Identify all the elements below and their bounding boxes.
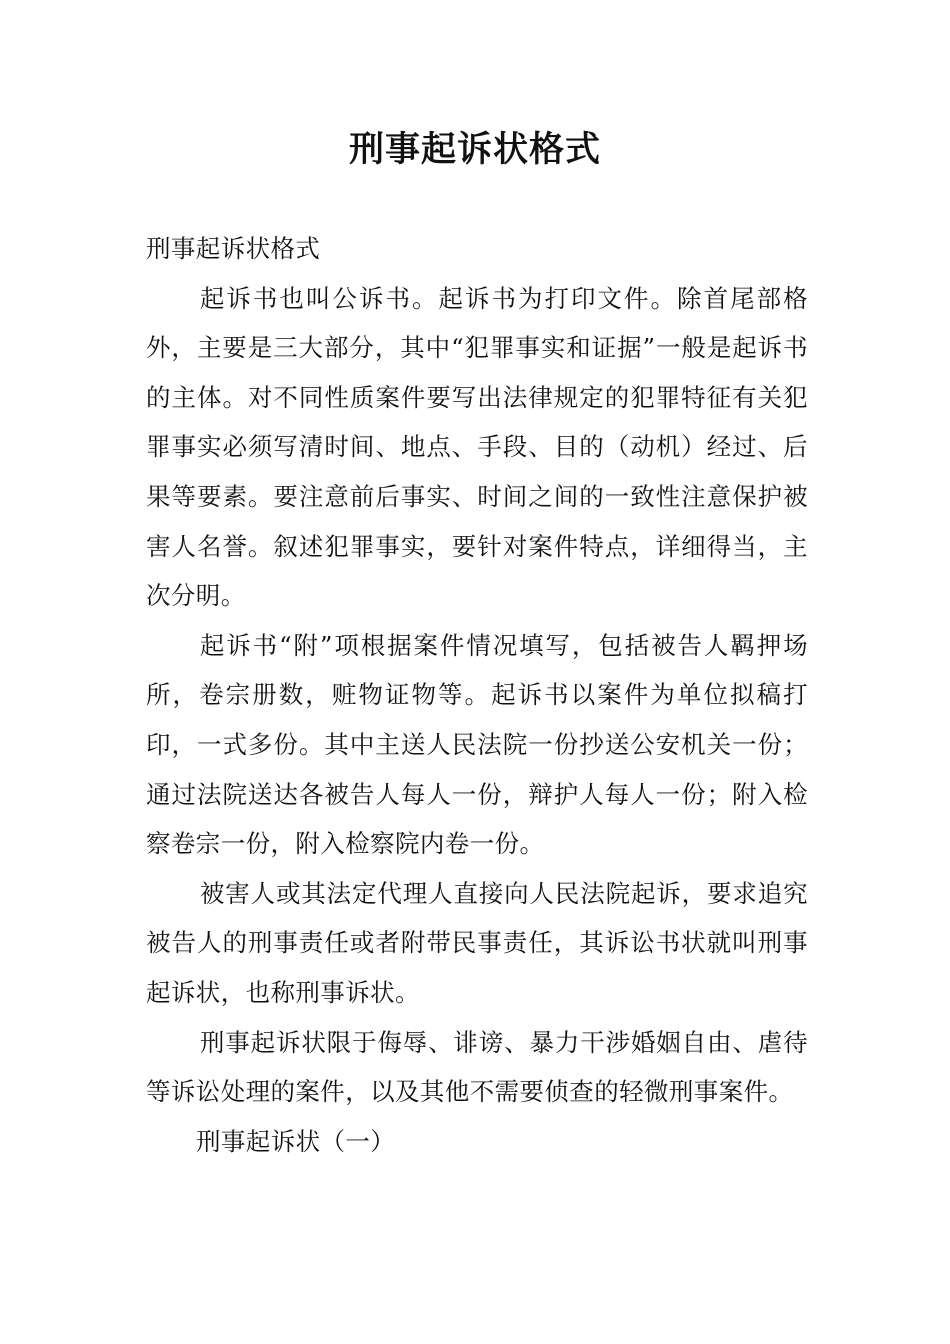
paragraph-1: 起诉书也叫公诉书。起诉书为打印文件。除首尾部格外，主要是三大部分，其中“犯罪事实和证据”一般是起诉书的主体。对不同性质案件要写出法律规定的犯罪特征有关犯罪事实必须写清时间、地点、手段、目的（动机）经过、后果等要素。要注意前后事实、时间之间的一致性注意保护被害人名誉。叙述犯罪事实，要针对案件特点，详细得当，主次分明。 <box>146 283 808 611</box>
document-title: 刑事起诉状格式 <box>348 130 601 170</box>
document-body <box>146 224 808 1166</box>
paragraph-4: 刑事起诉状限于侮辱、诽谤、暴力干涉婚姻自由、虐待等诉讼处理的案件，以及其他不需要侦查的轻微刑事案件。 <box>146 1027 808 1107</box>
lead-line: 刑事起诉状格式 <box>146 234 321 263</box>
paragraph-2: 起诉书“附”项根据案件情况填写，包括被告人羁押场所，卷宗册数，赃物证物等。起诉书以案件为单位拟稿打印，一式多份。其中主送人民法院一份抄送公安机关一份；通过法院送达各被告人每人一份，辩护人每人一份；附入检察卷宗一份，附入检察院内卷一份。 <box>146 630 808 859</box>
section-heading: 刑事起诉状（一） <box>196 1126 396 1156</box>
paragraph-3: 被害人或其法定代理人直接向人民法院起诉，要求追究被告人的刑事责任或者附带民事责任，其诉讼书状就叫刑事起诉状，也称刑事诉状。 <box>146 878 808 1007</box>
